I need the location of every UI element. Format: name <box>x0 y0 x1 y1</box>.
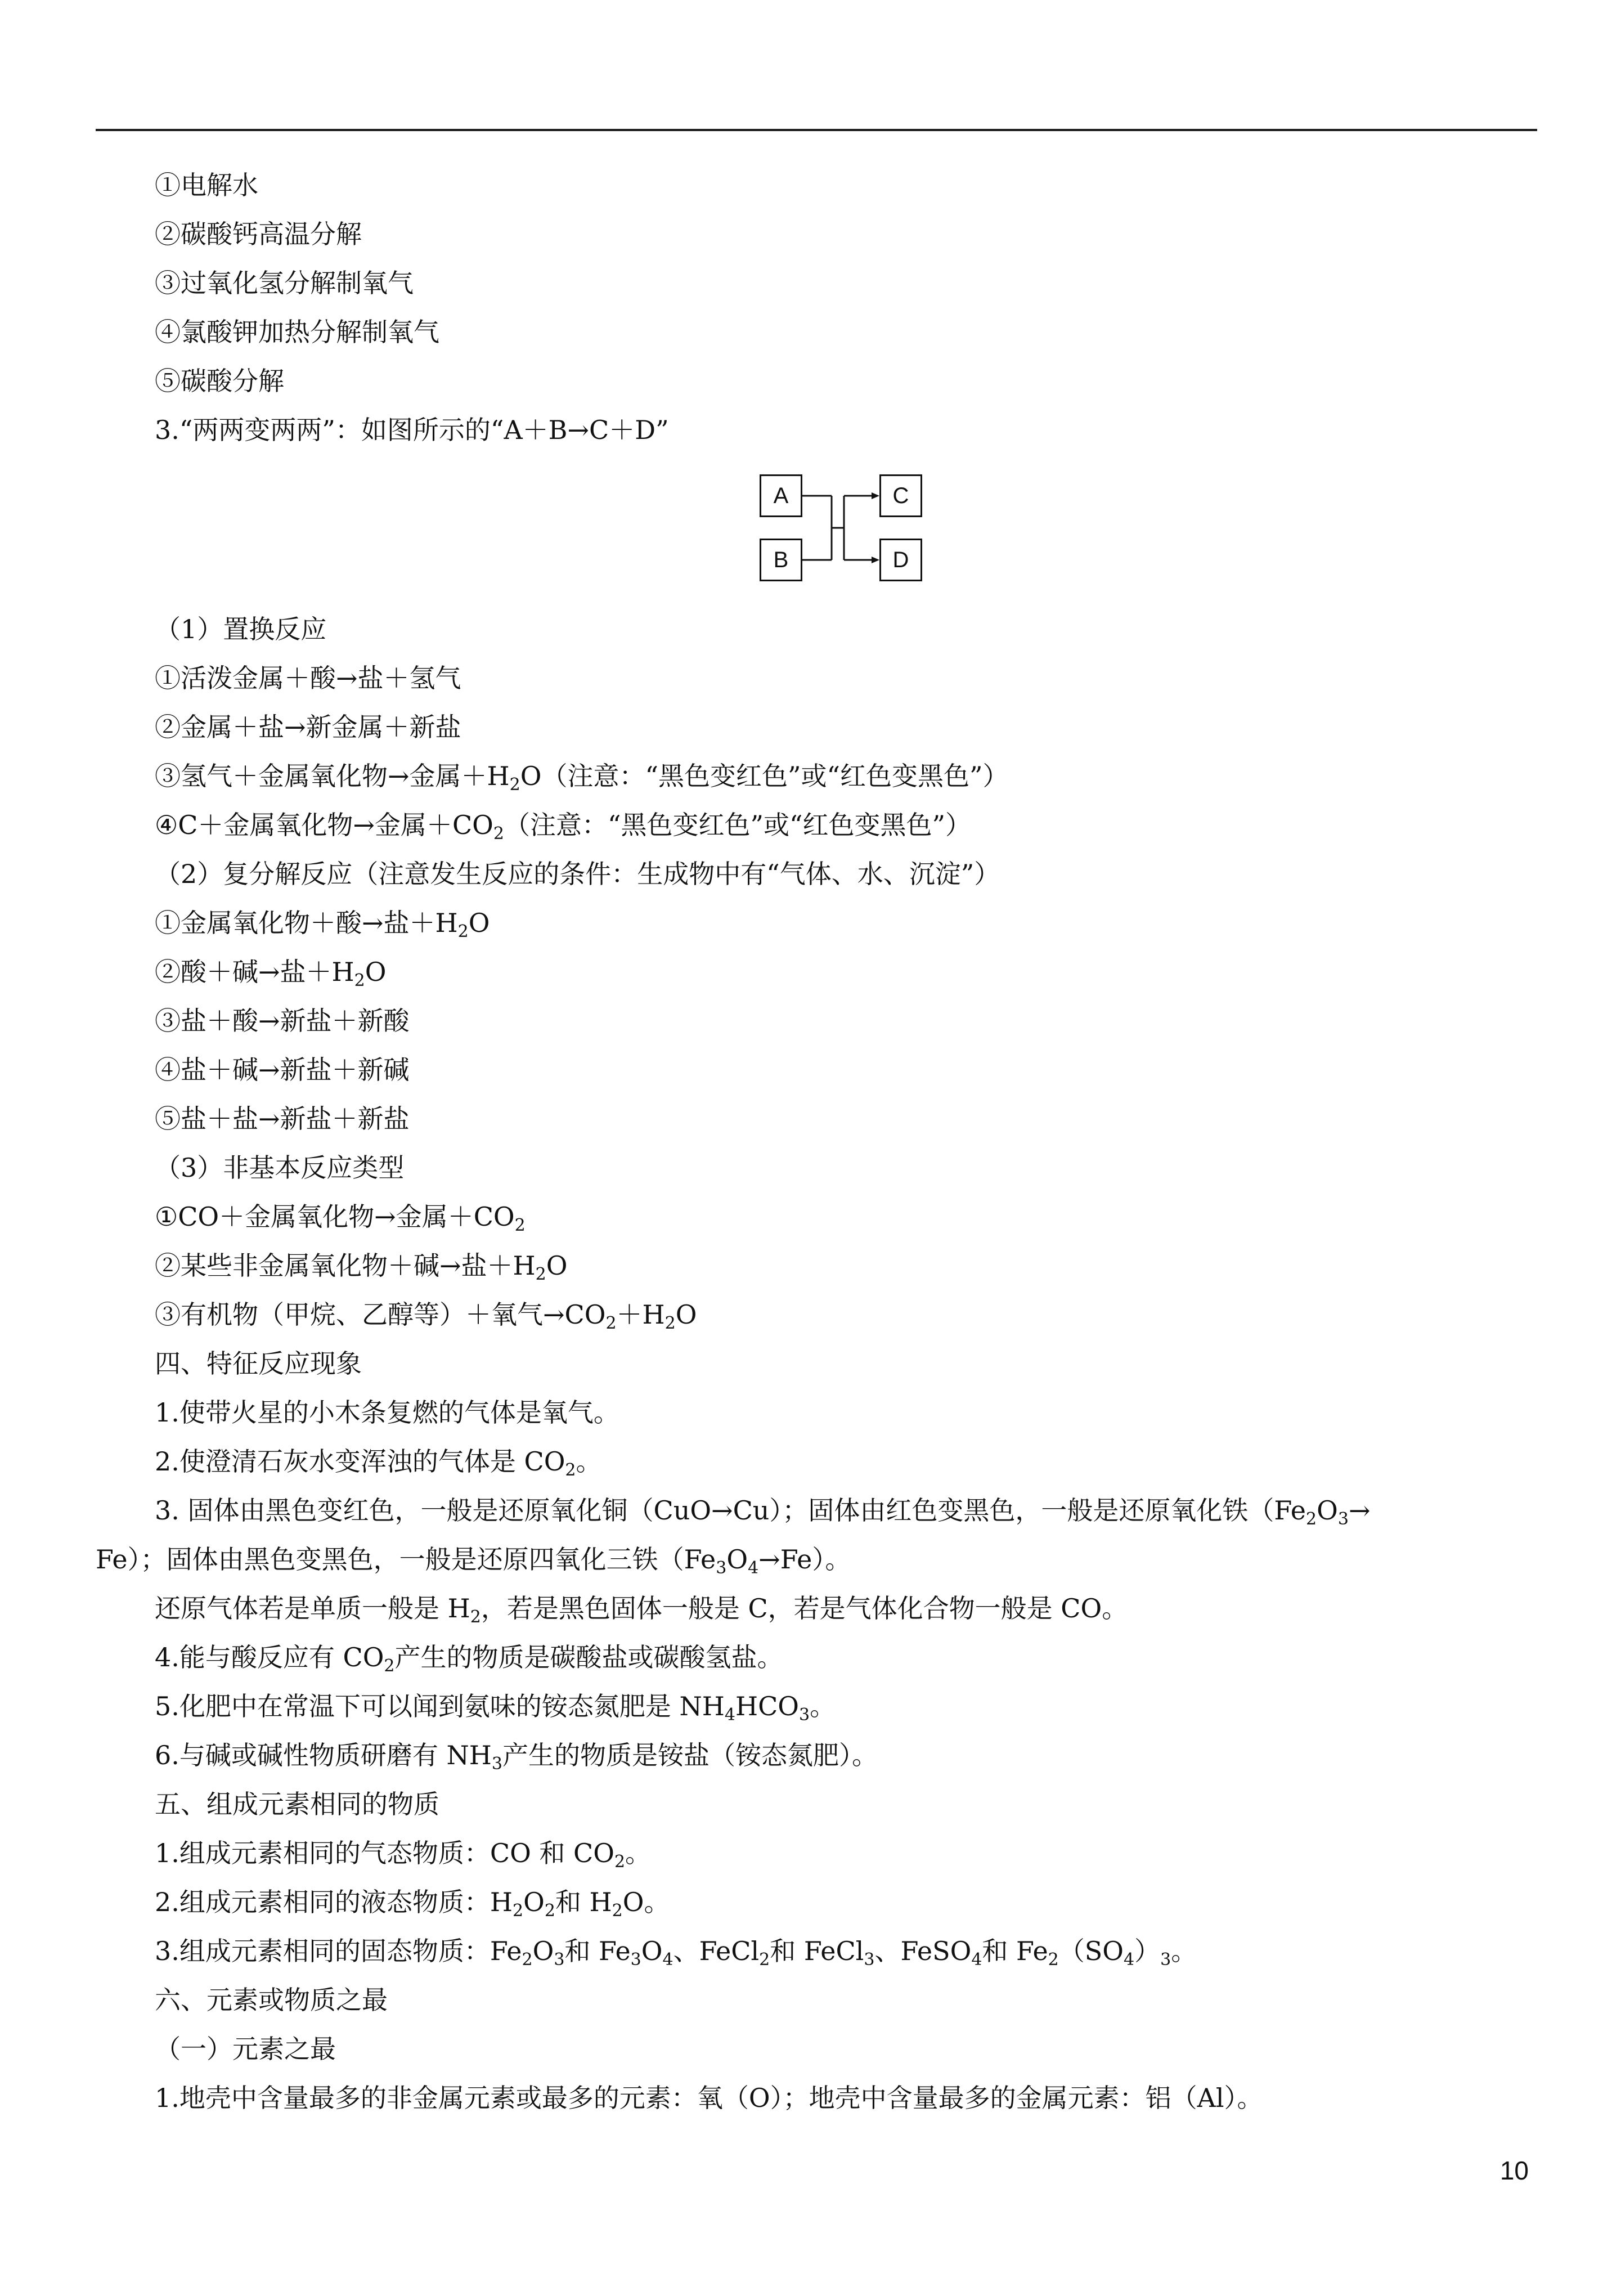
section-heading: 四、特征反应现象 <box>155 1348 362 1379</box>
text-line: Fe）；固体由黑色变黑色，一般是还原四氧化三铁$(Fe_3O_4\to Fe)$。 <box>96 1544 851 1578</box>
text-line: ①CO＋金属氧化物→金属$+CO_2$ <box>155 1201 526 1235</box>
diagram-connectors <box>760 474 928 587</box>
text-line: 3.组成元素相同的固态物质：$Fe_2O_3$和 $Fe_3O_4$、FeCl$_2$和 FeCl$_3$、FeSO$_4$和 $Fe_2(SO_4)_3$。 <box>155 1936 1197 1970</box>
text-line: ④盐＋碱→新盐＋新碱 <box>155 1055 410 1085</box>
box-d: D <box>879 539 922 581</box>
text-line: 4.能与酸反应有 $CO_2$产生的物质是碳酸盐或碳酸氢盐。 <box>155 1642 783 1676</box>
header-rule <box>96 129 1537 131</box>
text-line: 2.使澄清石灰水变浑浊的气体是 $CO_2$。 <box>155 1446 602 1480</box>
text-line: ①金属氧化物＋酸→盐$+H_2O$ <box>155 908 490 941</box>
text-line: ③过氧化氢分解制氧气 <box>155 268 414 298</box>
text-line: ①电解水 <box>155 170 258 200</box>
text-line: （1）置换反应 <box>155 614 327 644</box>
text-line: 1.组成元素相同的气态物质：CO 和 $CO_2$。 <box>155 1838 652 1872</box>
section-heading: 五、组成元素相同的物质 <box>155 1789 439 1819</box>
text-line: 5.化肥中在常温下可以闻到氨味的铵态氮肥是 $NH_4HCO_3$。 <box>155 1691 836 1725</box>
text-line: （一）元素之最 <box>155 2034 336 2064</box>
text-line: ④C＋金属氧化物→金属$+CO_2$（注意：“黑色变红色”或“红色变黑色”） <box>155 810 972 844</box>
text-line: 1.使带火星的小木条复燃的气体是氧气。 <box>155 1397 619 1428</box>
text-line: 1.地壳中含量最多的非金属元素或最多的元素：氧（O）；地壳中含量最多的金属元素：铝（Al）。 <box>155 2083 1263 2113</box>
box-c: C <box>879 474 922 517</box>
text-line: 3.“两两变两两”：如图所示的“A＋B→C＋D” <box>155 415 669 445</box>
text-line: 2.组成元素相同的液态物质：$H_2O_2$和 $H_2O$。 <box>155 1887 670 1921</box>
box-b: B <box>760 539 802 581</box>
section-heading: 六、元素或物质之最 <box>155 1985 388 2015</box>
reaction-diagram <box>760 474 928 587</box>
text-line: （2）复分解反应（注意发生反应的条件：生成物中有“气体、水、沉淀”） <box>155 859 1000 889</box>
text-line: ①活泼金属＋酸→盐＋氢气 <box>155 663 461 693</box>
text-line: （3）非基本反应类型 <box>155 1153 405 1183</box>
box-a: A <box>760 474 802 517</box>
text-line: 3. 固体由黑色变红色，一般是还原氧化铜（CuO→Cu）；固体由红色变黑色，一般是还原氧化铁（$Fe_2O_3\to$ <box>155 1495 1371 1529</box>
text-line: ②金属＋盐→新金属＋新盐 <box>155 712 461 742</box>
text-line: ②碳酸钙高温分解 <box>155 219 362 249</box>
text-line: ③氢气＋金属氧化物→金属$+H_2O$（注意：“黑色变红色”或“红色变黑色”） <box>155 761 1009 795</box>
text-line: ⑤盐＋盐→新盐＋新盐 <box>155 1104 410 1134</box>
text-line: ④氯酸钾加热分解制氧气 <box>155 317 439 347</box>
text-line: ③盐＋酸→新盐＋新酸 <box>155 1006 410 1036</box>
text-line: ②某些非金属氧化物＋碱→盐$+H_2O$ <box>155 1250 568 1284</box>
text-line: 6.与碱或碱性物质研磨有 $NH_3$产生的物质是铵盐（铵态氮肥）。 <box>155 1740 878 1774</box>
text-line: ③有机物（甲烷、乙醇等）＋氧气$\to CO_2+H_2O$ <box>155 1299 697 1333</box>
text-line: ②酸＋碱→盐$+H_2O$ <box>155 957 387 990</box>
text-line: ⑤碳酸分解 <box>155 366 284 396</box>
page-number: 10 <box>1499 2156 1529 2185</box>
text-line: 还原气体若是单质一般是 $H_2$，若是黑色固体一般是 C，若是气体化合物一般是 CO。 <box>155 1593 1128 1627</box>
